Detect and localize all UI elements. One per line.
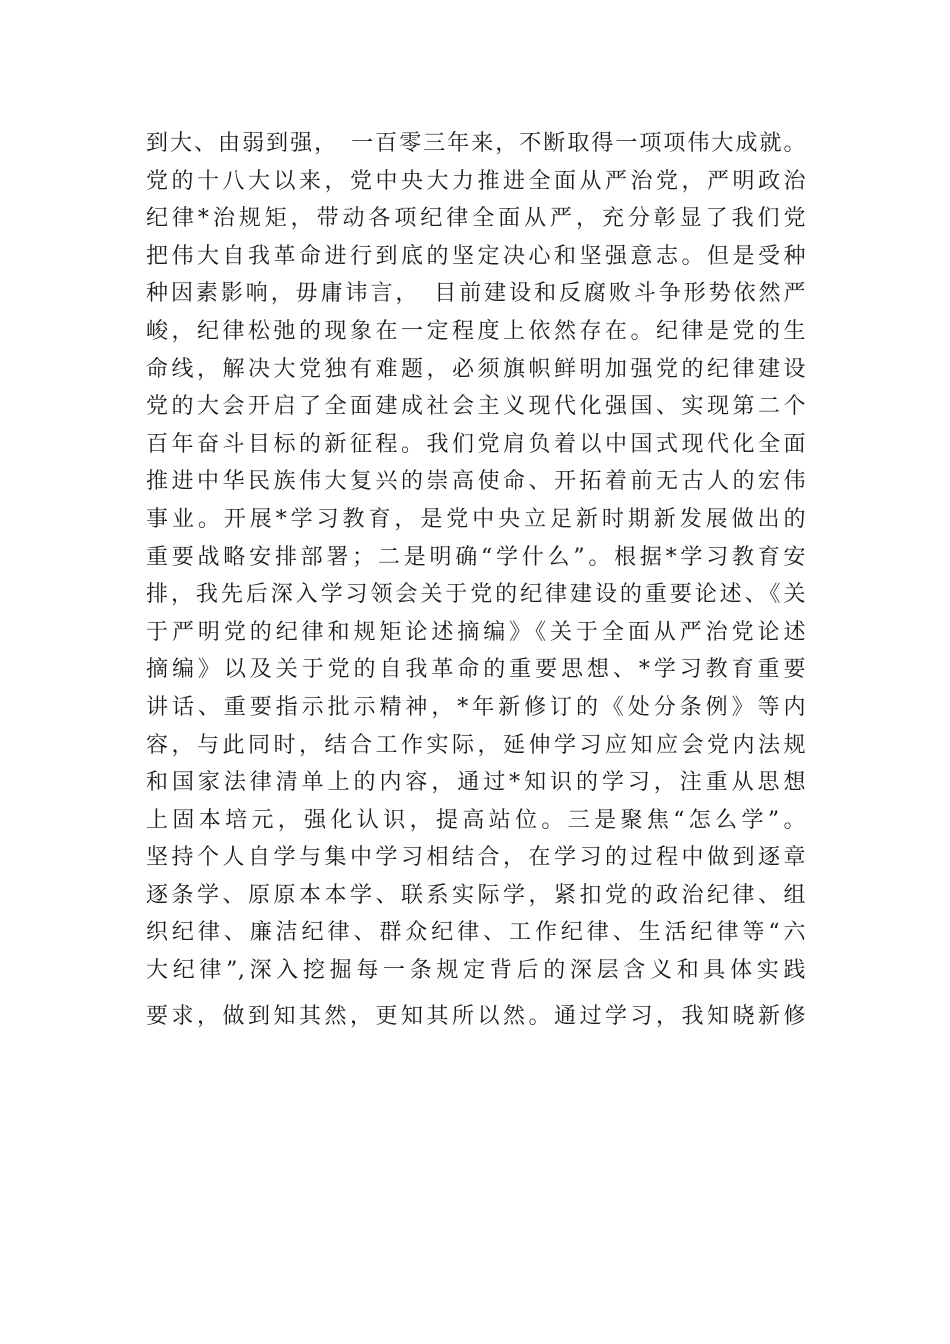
text-line: 容，与此同时，结合工作实际，延伸学习应知应会党内法规 <box>146 732 806 758</box>
text-line: 大纪律”,深入挖掘每一条规定背后的深层含义和具体实践 <box>146 958 806 984</box>
text-line: 摘编》以及关于党的自我革命的重要思想、*学习教育重要 <box>146 657 806 683</box>
text-line: 命线，解决大党独有难题，必须旗帜鲜明加强党的纪律建设 <box>146 356 806 382</box>
text-line: 峻，纪律松弛的现象在一定程度上依然存在。纪律是党的生 <box>146 318 806 344</box>
text-line: 把伟大自我革命进行到底的坚定决心和坚强意志。但是受种 <box>146 243 806 269</box>
text-line: 排，我先后深入学习领会关于党的纪律建设的重要论述、《关 <box>146 582 806 608</box>
text-line: 坚持个人自学与集中学习相结合，在学习的过程中做到逐章 <box>146 845 806 871</box>
text-line: 种因素影响，毋庸讳言， 目前建设和反腐败斗争形势依然严 <box>146 281 806 307</box>
text-line: 党的大会开启了全面建成社会主义现代化强国、实现第二个 <box>146 394 806 420</box>
text-line: 事业。开展*学习教育，是党中央立足新时期新发展做出的 <box>146 506 806 532</box>
text-line: 织纪律、廉洁纪律、群众纪律、工作纪律、生活纪律等“六 <box>146 920 806 946</box>
text-line: 和国家法律清单上的内容，通过*知识的学习，注重从思想 <box>146 770 806 796</box>
text-line: 重要战略安排部署；二是明确“学什么”。根据*学习教育安 <box>146 544 806 570</box>
text-line: 推进中华民族伟大复兴的崇高使命、开拓着前无古人的宏伟 <box>146 469 806 495</box>
text-line: 逐条学、原原本本学、联系实际学，紧扣党的政治纪律、组 <box>146 882 806 908</box>
text-line: 到大、由弱到强， 一百零三年来，不断取得一项项伟大成就。 <box>146 131 806 156</box>
text-line: 要求，做到知其然，更知其所以然。通过学习，我知晓新修 <box>146 1003 806 1029</box>
text-line: 讲话、重要指示批示精神，*年新修订的《处分条例》等内 <box>146 694 806 720</box>
body-text <box>146 125 806 1035</box>
text-line: 百年奋斗目标的新征程。我们党肩负着以中国式现代化全面 <box>146 431 806 457</box>
text-line: 纪律*治规矩，带动各项纪律全面从严，充分彰显了我们党 <box>146 206 806 232</box>
text-line: 党的十八大以来，党中央大力推进全面从严治党，严明政治 <box>146 168 806 194</box>
text-line: 上固本培元，强化认识，提高站位。三是聚焦“怎么学”。 <box>146 807 806 833</box>
text-line: 于严明党的纪律和规矩论述摘编》《关于全面从严治党论述 <box>146 619 806 645</box>
